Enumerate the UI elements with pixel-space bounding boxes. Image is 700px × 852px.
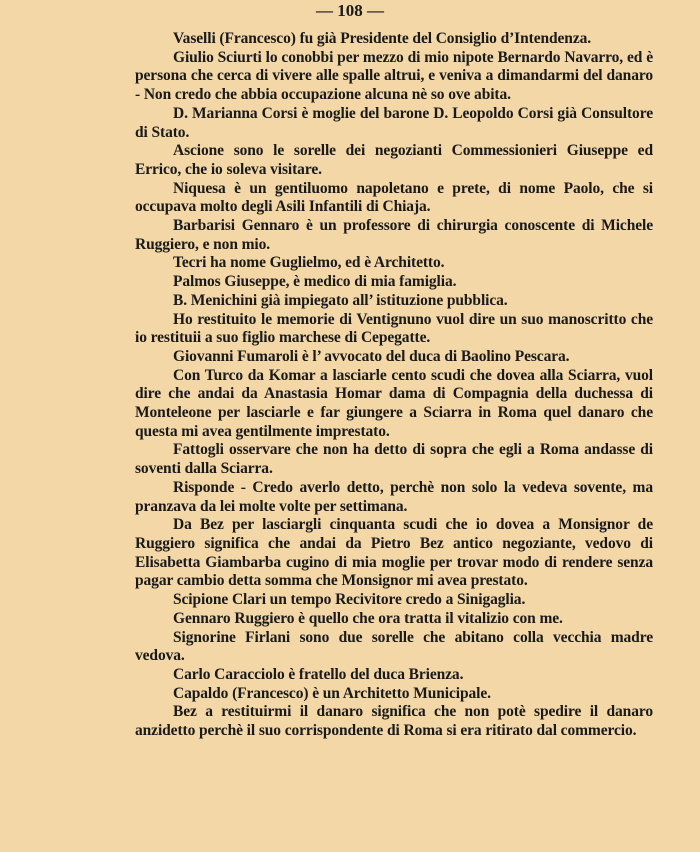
paragraph: Tecri ha nome Guglielmo, ed è Architetto.	[173, 254, 445, 272]
paragraph: Capaldo (Francesco) è un Architetto Municipale.	[173, 684, 491, 702]
paragraph: Vaselli (Francesco) fu già Presidente del Consiglio d’Intendenza.	[173, 30, 592, 47]
paragraph: Niquesa è un gentiluomo napoletano e prete, di nome Paolo, che si occupava molto degli Asili Infantili di Chiaja.	[135, 179, 653, 216]
paragraph: Signorine Firlani sono due sorelle che abitano colla vecchia madre vedova.	[135, 628, 653, 665]
paragraph: Risponde - Credo averlo detto, perchè non solo la vedeva sovente, ma pranzava da lei molte volte per settimana.	[135, 478, 653, 515]
paragraph: Barbarisi Gennaro è un professore di chirurgia conoscente di Michele Ruggiero, e non mio.	[135, 217, 653, 253]
paragraph: Carlo Caracciolo è fratello del duca Brienza.	[173, 665, 464, 683]
paragraph: Scipione Clari un tempo Recivitore credo a Sinigaglia.	[173, 591, 526, 609]
paragraph: Giovanni Fumaroli è l’ avvocato del duca di Baolino Pescara.	[173, 347, 570, 365]
paragraph: D. Marianna Corsi è moglie del barone D. Leopoldo Corsi già Consultore di Stato.	[135, 104, 653, 141]
paragraph: Ascione sono le sorelle dei negozianti Commessionieri Giuseppe ed Errico, che io soleva visitare.	[135, 142, 653, 178]
paragraph: Fattogli osservare che non ha detto di sopra che egli a Roma andasse di soventi dalla Sciarra.	[135, 441, 653, 478]
body-text	[135, 30, 653, 741]
page-number: — 108 —	[316, 1, 384, 20]
paragraph: Gennaro Ruggiero è quello che ora tratta il vitalizio con me.	[173, 609, 563, 627]
paragraph: B. Menichini già impiegato all’ istituzione pubblica.	[173, 291, 508, 309]
paragraph: Con Turco da Komar a lasciarle cento scudi che dovea alla Sciarra, vuol dire che andai da Anastasia Homar dama di Compagnia della duchessa di Monteleone per lasciarle e far giungere a Sciarra in Roma quel danaro che questa mi avea gentilmente imprestato.	[135, 366, 653, 440]
paragraph: Giulio Sciurti lo conobbi per mezzo di mio nipote Bernardo Navarro, ed è persona che cerca di vivere alle spalle altrui, e veniva a dimandarmi del danaro - Non credo che abbia occupazione alcuna nè so ove abita.	[135, 48, 653, 104]
paragraph: Bez a restituirmi il danaro significa che non potè spedire il danaro anzidetto perchè il suo corrispondente di Roma si era ritirato dal commercio.	[135, 703, 653, 740]
paragraph: Palmos Giuseppe, è medico di mia famiglia.	[173, 273, 457, 291]
paragraph: Ho restituito le memorie di Ventignuno vuol dire un suo manoscritto che io restituii a suo figlio marchese di Cepegatte.	[135, 310, 653, 347]
paragraph: Da Bez per lasciargli cinquanta scudi che io dovea a Monsignor de Ruggiero significa che andai da Pietro Bez antico negoziante, vedovo di Elisabetta Giambarba cugino di mia moglie per trovar modo di rendere senza pagar cambio detta somma che Monsignor mi avea prestato.	[135, 516, 653, 590]
